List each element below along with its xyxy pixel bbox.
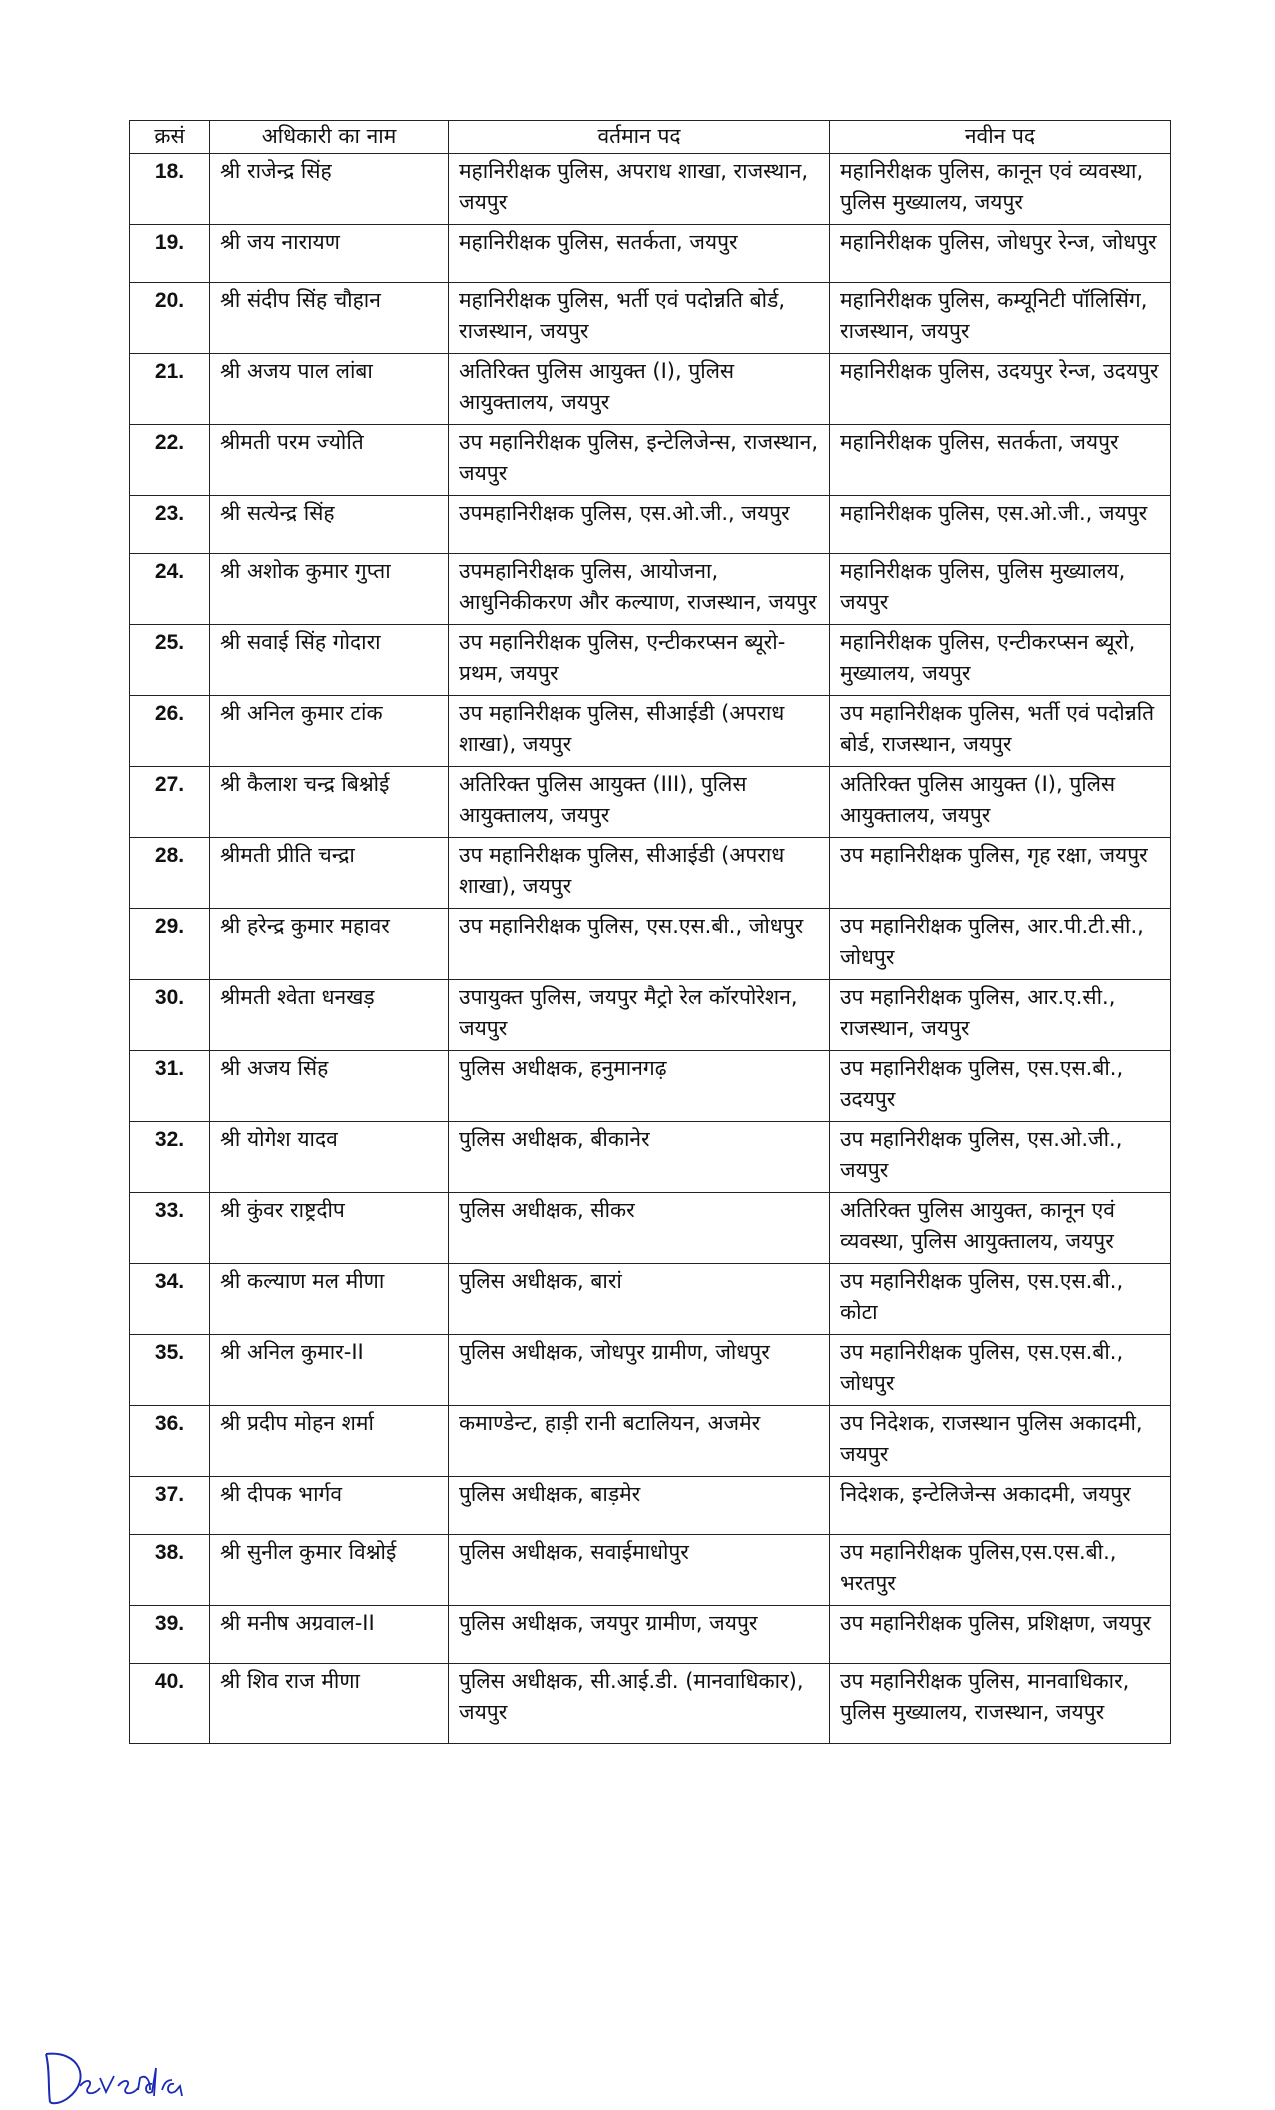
officer-name: श्री अनिल कुमार टांक [210, 696, 449, 767]
officer-name: श्री कल्याण मल मीणा [210, 1264, 449, 1335]
new-post: महानिरीक्षक पुलिस, जोधपुर रेन्ज, जोधपुर [830, 225, 1171, 283]
current-post: उप महानिरीक्षक पुलिस, एस.एस.बी., जोधपुर [449, 909, 830, 980]
table-row [130, 154, 1171, 225]
current-post: उपमहानिरीक्षक पुलिस, आयोजना, आधुनिकीकरण और कल्याण, राजस्थान, जयपुर [449, 554, 830, 625]
current-post: पुलिस अधीक्षक, सीकर [449, 1193, 830, 1264]
table-row [130, 909, 1171, 980]
serial-number: 20. [130, 283, 210, 354]
table-row [130, 767, 1171, 838]
table-row [130, 283, 1171, 354]
current-post: उपमहानिरीक्षक पुलिस, एस.ओ.जी., जयपुर [449, 496, 830, 554]
officer-name: श्री अनिल कुमार-II [210, 1335, 449, 1406]
officer-name: श्री मनीष अग्रवाल-II [210, 1606, 449, 1664]
current-post: कमाण्डेन्ट, हाड़ी रानी बटालियन, अजमेर [449, 1406, 830, 1477]
table-row [130, 1264, 1171, 1335]
table-row [130, 225, 1171, 283]
serial-number: 27. [130, 767, 210, 838]
current-post: उप महानिरीक्षक पुलिस, सीआईडी (अपराध शाखा), जयपुर [449, 696, 830, 767]
table-row [130, 1051, 1171, 1122]
officer-name: श्री योगेश यादव [210, 1122, 449, 1193]
serial-number: 38. [130, 1535, 210, 1606]
new-post: अतिरिक्त पुलिस आयुक्त (I), पुलिस आयुक्तालय, जयपुर [830, 767, 1171, 838]
current-post: उपायुक्त पुलिस, जयपुर मैट्रो रेल कॉरपोरेशन, जयपुर [449, 980, 830, 1051]
table-row [130, 1664, 1171, 1744]
current-post: उप महानिरीक्षक पुलिस, सीआईडी (अपराध शाखा), जयपुर [449, 838, 830, 909]
new-post: महानिरीक्षक पुलिस, सतर्कता, जयपुर [830, 425, 1171, 496]
transfer-table [129, 120, 1171, 1744]
serial-number: 23. [130, 496, 210, 554]
officer-name: श्री अजय सिंह [210, 1051, 449, 1122]
new-post: उप महानिरीक्षक पुलिस,एस.एस.बी., भरतपुर [830, 1535, 1171, 1606]
current-post: महानिरीक्षक पुलिस, सतर्कता, जयपुर [449, 225, 830, 283]
serial-number: 18. [130, 154, 210, 225]
new-post: महानिरीक्षक पुलिस, पुलिस मुख्यालय, जयपुर [830, 554, 1171, 625]
new-post: उप महानिरीक्षक पुलिस, गृह रक्षा, जयपुर [830, 838, 1171, 909]
new-post: उप महानिरीक्षक पुलिस, एस.ओ.जी., जयपुर [830, 1122, 1171, 1193]
current-post: महानिरीक्षक पुलिस, अपराध शाखा, राजस्थान, जयपुर [449, 154, 830, 225]
current-post: पुलिस अधीक्षक, जयपुर ग्रामीण, जयपुर [449, 1606, 830, 1664]
new-post: उप निदेशक, राजस्थान पुलिस अकादमी, जयपुर [830, 1406, 1171, 1477]
officer-name: श्री कैलाश चन्द्र बिश्नोई [210, 767, 449, 838]
officer-name: श्री हरेन्द्र कुमार महावर [210, 909, 449, 980]
serial-number: 22. [130, 425, 210, 496]
current-post: पुलिस अधीक्षक, जोधपुर ग्रामीण, जोधपुर [449, 1335, 830, 1406]
new-post: महानिरीक्षक पुलिस, कानून एवं व्यवस्था, पुलिस मुख्यालय, जयपुर [830, 154, 1171, 225]
current-post: पुलिस अधीक्षक, सवाईमाधोपुर [449, 1535, 830, 1606]
header-new-post: नवीन पद [830, 121, 1171, 154]
table-row [130, 1122, 1171, 1193]
new-post: महानिरीक्षक पुलिस, कम्यूनिटी पॉलिसिंग, राजस्थान, जयपुर [830, 283, 1171, 354]
officer-name: श्रीमती परम ज्योति [210, 425, 449, 496]
serial-number: 28. [130, 838, 210, 909]
table-row [130, 1535, 1171, 1606]
new-post: उप महानिरीक्षक पुलिस, एस.एस.बी., जोधपुर [830, 1335, 1171, 1406]
officer-name: श्री सुनील कुमार विश्नोई [210, 1535, 449, 1606]
serial-number: 39. [130, 1606, 210, 1664]
new-post: उप महानिरीक्षक पुलिस, एस.एस.बी., उदयपुर [830, 1051, 1171, 1122]
table-row [130, 1406, 1171, 1477]
new-post: उप महानिरीक्षक पुलिस, भर्ती एवं पदोन्नति बोर्ड, राजस्थान, जयपुर [830, 696, 1171, 767]
officer-name: श्री अशोक कुमार गुप्ता [210, 554, 449, 625]
current-post: पुलिस अधीक्षक, बाड़मेर [449, 1477, 830, 1535]
serial-number: 33. [130, 1193, 210, 1264]
table-row [130, 1193, 1171, 1264]
current-post: उप महानिरीक्षक पुलिस, इन्टेलिजेन्स, राजस्थान, जयपुर [449, 425, 830, 496]
table-row [130, 1335, 1171, 1406]
table-row [130, 696, 1171, 767]
serial-number: 26. [130, 696, 210, 767]
current-post: पुलिस अधीक्षक, बीकानेर [449, 1122, 830, 1193]
officer-name: श्री प्रदीप मोहन शर्मा [210, 1406, 449, 1477]
serial-number: 25. [130, 625, 210, 696]
officer-name: श्री संदीप सिंह चौहान [210, 283, 449, 354]
table-row [130, 1606, 1171, 1664]
table-row [130, 838, 1171, 909]
current-post: पुलिस अधीक्षक, हनुमानगढ़ [449, 1051, 830, 1122]
officer-name: श्री राजेन्द्र सिंह [210, 154, 449, 225]
new-post: अतिरिक्त पुलिस आयुक्त, कानून एवं व्यवस्था, पुलिस आयुक्तालय, जयपुर [830, 1193, 1171, 1264]
header-officer-name: अधिकारी का नाम [210, 121, 449, 154]
new-post: निदेशक, इन्टेलिजेन्स अकादमी, जयपुर [830, 1477, 1171, 1535]
table-row [130, 354, 1171, 425]
table-body [130, 154, 1171, 1744]
new-post: महानिरीक्षक पुलिस, एस.ओ.जी., जयपुर [830, 496, 1171, 554]
serial-number: 37. [130, 1477, 210, 1535]
officer-name: श्रीमती श्वेता धनखड़ [210, 980, 449, 1051]
officer-name: श्री जय नारायण [210, 225, 449, 283]
new-post: महानिरीक्षक पुलिस, उदयपुर रेन्ज, उदयपुर [830, 354, 1171, 425]
table-row [130, 554, 1171, 625]
serial-number: 34. [130, 1264, 210, 1335]
table-row [130, 1477, 1171, 1535]
officer-name: श्री सवाई सिंह गोदारा [210, 625, 449, 696]
serial-number: 36. [130, 1406, 210, 1477]
current-post: अतिरिक्त पुलिस आयुक्त (III), पुलिस आयुक्तालय, जयपुर [449, 767, 830, 838]
officer-name: श्री शिव राज मीणा [210, 1664, 449, 1744]
table-row [130, 980, 1171, 1051]
officer-name: श्री कुंवर राष्ट्रदीप [210, 1193, 449, 1264]
serial-number: 40. [130, 1664, 210, 1744]
new-post: महानिरीक्षक पुलिस, एन्टीकरप्सन ब्यूरो, मुख्यालय, जयपुर [830, 625, 1171, 696]
serial-number: 32. [130, 1122, 210, 1193]
current-post: पुलिस अधीक्षक, बारां [449, 1264, 830, 1335]
table-row [130, 625, 1171, 696]
officer-name: श्रीमती प्रीति चन्द्रा [210, 838, 449, 909]
serial-number: 21. [130, 354, 210, 425]
header-current-post: वर्तमान पद [449, 121, 830, 154]
serial-number: 30. [130, 980, 210, 1051]
new-post: उप महानिरीक्षक पुलिस, मानवाधिकार, पुलिस मुख्यालय, राजस्थान, जयपुर [830, 1664, 1171, 1744]
new-post: उप महानिरीक्षक पुलिस, प्रशिक्षण, जयपुर [830, 1606, 1171, 1664]
current-post: अतिरिक्त पुलिस आयुक्त (I), पुलिस आयुक्तालय, जयपुर [449, 354, 830, 425]
serial-number: 24. [130, 554, 210, 625]
current-post: महानिरीक्षक पुलिस, भर्ती एवं पदोन्नति बोर्ड, राजस्थान, जयपुर [449, 283, 830, 354]
serial-number: 31. [130, 1051, 210, 1122]
header-row [130, 121, 1171, 154]
new-post: उप महानिरीक्षक पुलिस, आर.पी.टी.सी., जोधपुर [830, 909, 1171, 980]
header-serial: क्रसं [130, 121, 210, 154]
officer-name: श्री सत्येन्द्र सिंह [210, 496, 449, 554]
new-post: उप महानिरीक्षक पुलिस, एस.एस.बी., कोटा [830, 1264, 1171, 1335]
officer-name: श्री अजय पाल लांबा [210, 354, 449, 425]
serial-number: 35. [130, 1335, 210, 1406]
table-row [130, 425, 1171, 496]
table-row [130, 496, 1171, 554]
current-post: उप महानिरीक्षक पुलिस, एन्टीकरप्सन ब्यूरो-प्रथम, जयपुर [449, 625, 830, 696]
current-post: पुलिस अधीक्षक, सी.आई.डी. (मानवाधिकार), जयपुर [449, 1664, 830, 1744]
officer-name: श्री दीपक भार्गव [210, 1477, 449, 1535]
serial-number: 19. [130, 225, 210, 283]
serial-number: 29. [130, 909, 210, 980]
new-post: उप महानिरीक्षक पुलिस, आर.ए.सी., राजस्थान, जयपुर [830, 980, 1171, 1051]
